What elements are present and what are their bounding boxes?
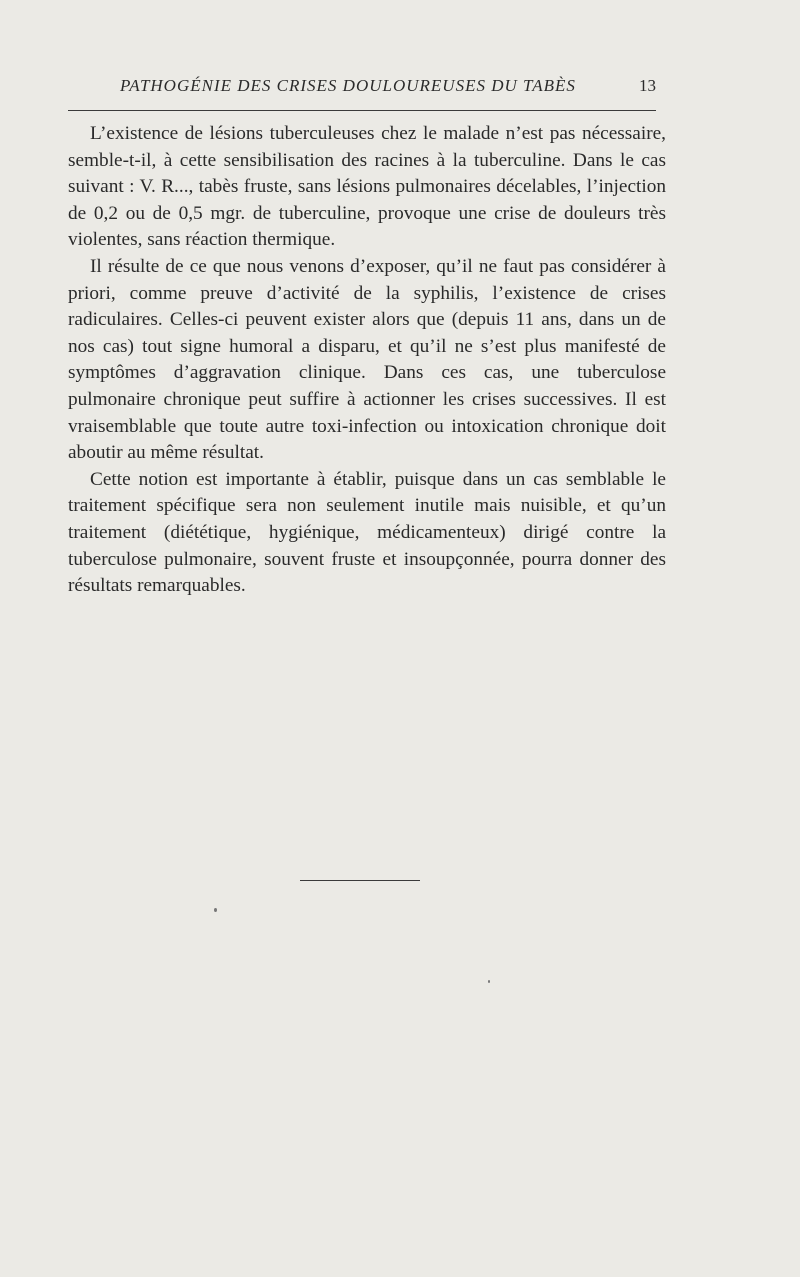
- paragraph-3: Cette notion est importante à établir, puisque dans un cas semblable le traitement spécifique sera non seulement inutile mais nuisible, et qu’un traitement (diététique, hygiénique, médicamenteux) dirigé contre la tuberculose pulmonaire, souvent fruste et insoupçonnée, pourra donner des résultats remarquables.: [68, 468, 666, 597]
- page-number: 13: [639, 76, 656, 95]
- running-head: [68, 76, 656, 104]
- body-text: [68, 121, 666, 600]
- paragraph-1: L’existence de lésions tuberculeuses chez le malade n’est pas nécessaire, semble-t-il, à cette sensibilisation des racines à la tuberculine. Dans le cas suivant : V. R..., tabès fruste, sans lésions pulmonaires décelables, l’injection de 0,2 ou de 0,5 mgr. de tuberculine, provoque une crise de douleurs très violentes, sans réaction thermique.: [68, 123, 666, 251]
- section-end-rule: [300, 880, 420, 881]
- header-rule: [68, 110, 656, 111]
- ink-speck: [488, 980, 490, 983]
- ink-speck: [214, 908, 217, 912]
- paragraph-2: Il résulte de ce que nous venons d’exposer, qu’il ne faut pas considérer à priori, comme preuve d’activité de la syphilis, l’existence de crises radiculaires. Celles-ci peuvent exister alors que (depuis 11 ans, dans un de nos cas) tout signe humoral a disparu, et qu’il ne s’est plus manifesté de symptômes d’aggravation clinique. Dans ces cas, une tuberculose pulmonaire chronique peut suffire à actionner les crises successives. Il est vraisemblable que toute autre toxi-infection ou intoxication chronique doit aboutir au même résultat.: [68, 255, 666, 464]
- running-title: PATHOGÉNIE DES CRISES DOULOUREUSES DU TABÈS: [120, 76, 576, 95]
